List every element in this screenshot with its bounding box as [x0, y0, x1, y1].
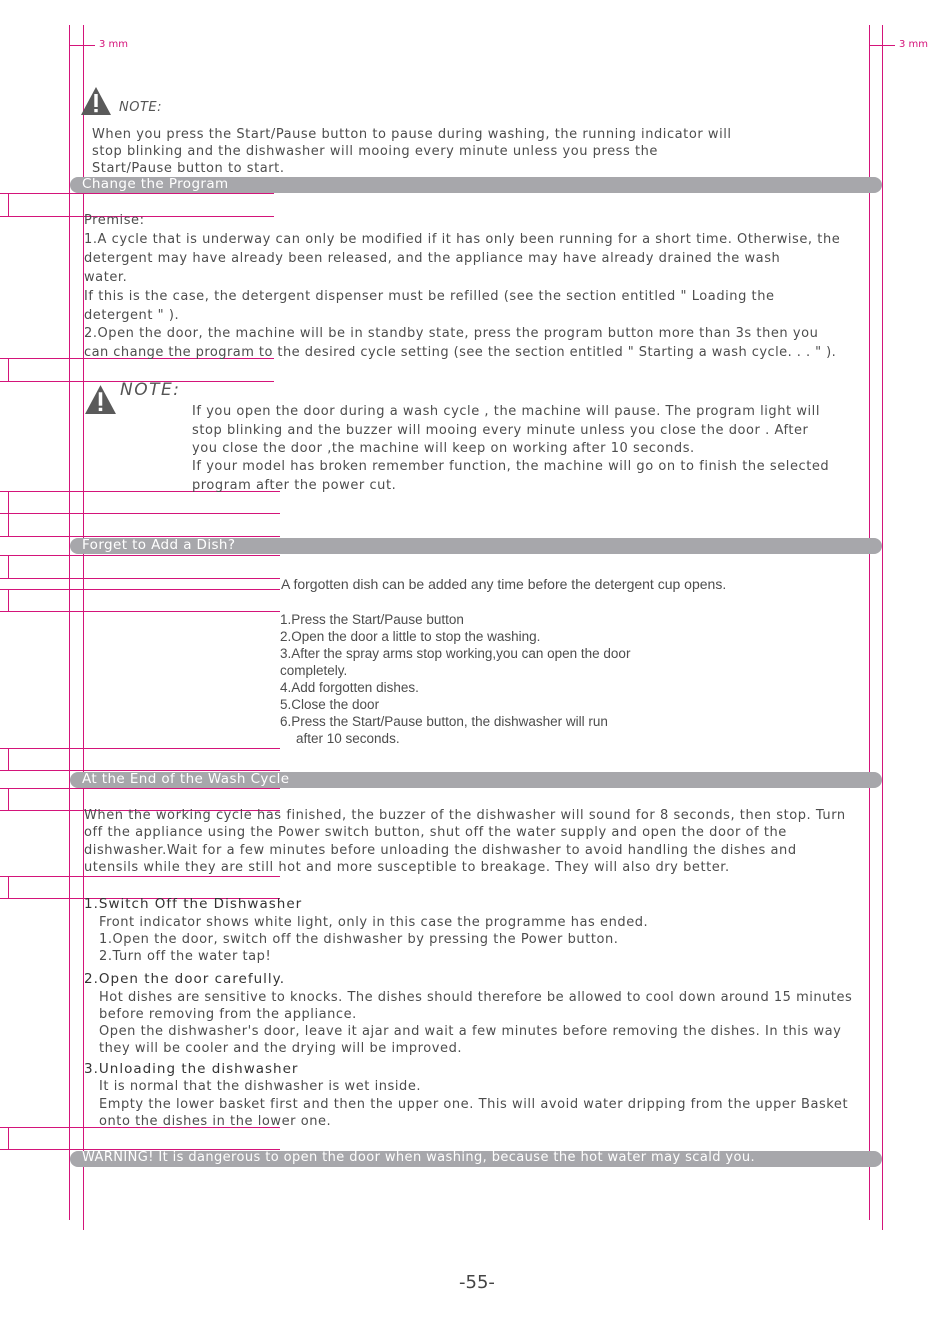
sub-line: Front indicator shows white light, only in this case the programme has ended.: [99, 915, 649, 930]
crop-mark-vertical-left-inner: [83, 25, 84, 1230]
premise-label: Premise:: [84, 213, 145, 228]
reg-tick: [8, 491, 9, 536]
step-line: 2.Open the door a little to stop the washing.: [280, 629, 541, 644]
sub-line: Empty the lower basket first and then the upper one. This will avoid water dripping from the upper Basket: [99, 1097, 849, 1112]
paragraph-line: 1.A cycle that is underway can only be modified if it has only been running for a short time. Otherwise, the: [84, 232, 841, 247]
paragraph-line: detergent " ).: [84, 308, 180, 323]
subheading: 1.Switch Off the Dishwasher: [84, 896, 303, 912]
paragraph-line: utensils while they are still hot and more susceptible to breakage. They will also dry better.: [84, 860, 730, 875]
note-line: If your model has broken remember function, the machine will go on to finish the selected: [192, 459, 830, 474]
step-line: 6.Press the Start/Pause button, the dishwasher will run: [280, 714, 608, 729]
forget-intro: A forgotten dish can be added any time before the detergent cup opens.: [281, 576, 727, 592]
crop-mark-vertical-right-inner: [869, 25, 870, 1220]
note-line: Start/Pause button to start.: [92, 161, 285, 176]
crop-label-left: 3 mm: [99, 39, 129, 50]
reg-line: [0, 513, 280, 514]
note-line: stop blinking and the buzzer will mooing every minute unless you close the door . After: [192, 423, 809, 438]
step-line: 5.Close the door: [280, 697, 380, 712]
page-number: -55-: [459, 1272, 495, 1293]
section-header-change-program: [70, 177, 882, 193]
reg-line: [0, 589, 280, 590]
step-line: 4.Add forgotten dishes.: [280, 680, 419, 695]
sub-line: It is normal that the dishwasher is wet inside.: [99, 1079, 422, 1094]
warning-text: WARNING! It is dangerous to open the door when washing, because the hot water may scald you.: [82, 1150, 756, 1165]
note-title: NOTE:: [119, 100, 162, 115]
reg-tick: [8, 358, 9, 381]
reg-tick: [8, 555, 9, 578]
paragraph-line: can change the program to the desired cycle setting (see the section entitled " Starting a wash cycle. . . " ).: [84, 345, 837, 360]
reg-tick: [8, 876, 9, 898]
reg-line: [0, 611, 280, 612]
subheading: 3.Unloading the dishwasher: [84, 1061, 299, 1077]
paragraph-line: detergent may have already been released, and the appliance may have already drained the wash: [84, 251, 781, 266]
reg-tick: [8, 193, 9, 216]
reg-line: [0, 748, 280, 749]
reg-line: [0, 193, 274, 194]
sub-line: they will be cooler and the drying will be improved.: [99, 1041, 463, 1056]
reg-line: [0, 578, 280, 579]
note-title: NOTE:: [120, 380, 181, 400]
step-line: completely.: [280, 663, 348, 678]
section-title: Change the Program: [82, 176, 229, 192]
note-line: you close the door ,the machine will keep on working after 10 seconds.: [192, 441, 695, 456]
subheading: 2.Open the door carefully.: [84, 971, 286, 987]
warning-triangle-icon: [80, 86, 112, 120]
sub-line: Open the dishwasher's door, leave it ajar and wait a few minutes before removing the dishes. In this way: [99, 1024, 842, 1039]
paragraph-line: dishwasher.Wait for a few minutes before unloading the dishwasher to avoid handling the dishes and: [84, 843, 797, 858]
crop-mark-top-right: [869, 45, 895, 46]
section-title: At the End of the Wash Cycle: [82, 771, 290, 787]
reg-tick: [8, 589, 9, 611]
paragraph-line: off the appliance using the Power switch button, shut off the water supply and open the door of the: [84, 825, 787, 840]
paragraph-line: 2.Open the door, the machine will be in standby state, press the program button more than 3s then you: [84, 326, 819, 341]
reg-tick: [8, 748, 9, 770]
note-line: When you press the Start/Pause button to pause during washing, the running indicator will: [92, 127, 732, 142]
crop-label-right: 3 mm: [899, 39, 929, 50]
step-line: 1.Press the Start/Pause button: [280, 612, 464, 627]
sub-line: 2.Turn off the water tap!: [99, 949, 272, 964]
note-line: stop blinking and the dishwasher will mooing every minute unless you press the: [92, 144, 658, 159]
sub-line: Hot dishes are sensitive to knocks. The dishes should therefore be allowed to cool down around 15 minutes: [99, 990, 853, 1005]
crop-mark-vertical-left-outer: [69, 25, 70, 1220]
sub-line: before removing from the appliance.: [99, 1007, 357, 1022]
paragraph-line: water.: [84, 270, 128, 285]
section-title: Forget to Add a Dish?: [82, 537, 236, 553]
paragraph-line: When the working cycle has finished, the buzzer of the dishwasher will sound for 8 seconds, then stop. Turn: [84, 808, 846, 823]
section-header-end-cycle: [70, 772, 882, 788]
warning-bar: [70, 1151, 882, 1167]
reg-line: [0, 788, 280, 789]
crop-mark-vertical-right-outer: [882, 25, 883, 1230]
note-line: program after the power cut.: [192, 478, 397, 493]
section-header-forget-dish: [70, 538, 882, 554]
note-line: If you open the door during a wash cycle , the machine will pause. The program light will: [192, 404, 821, 419]
paragraph-line: If this is the case, the detergent dispenser must be refilled (see the section entitled " Loading the: [84, 289, 775, 304]
reg-line: [0, 555, 280, 556]
step-line: after 10 seconds.: [296, 731, 400, 746]
warning-triangle-icon: [84, 384, 117, 419]
sub-line: onto the dishes in the lower one.: [99, 1114, 332, 1129]
step-line: 3.After the spray arms stop working,you can open the door: [280, 646, 631, 661]
reg-tick: [8, 788, 9, 810]
sub-line: 1.Open the door, switch off the dishwasher by pressing the Power button.: [99, 932, 619, 947]
crop-mark-top-left: [69, 45, 95, 46]
reg-tick: [8, 1127, 9, 1149]
